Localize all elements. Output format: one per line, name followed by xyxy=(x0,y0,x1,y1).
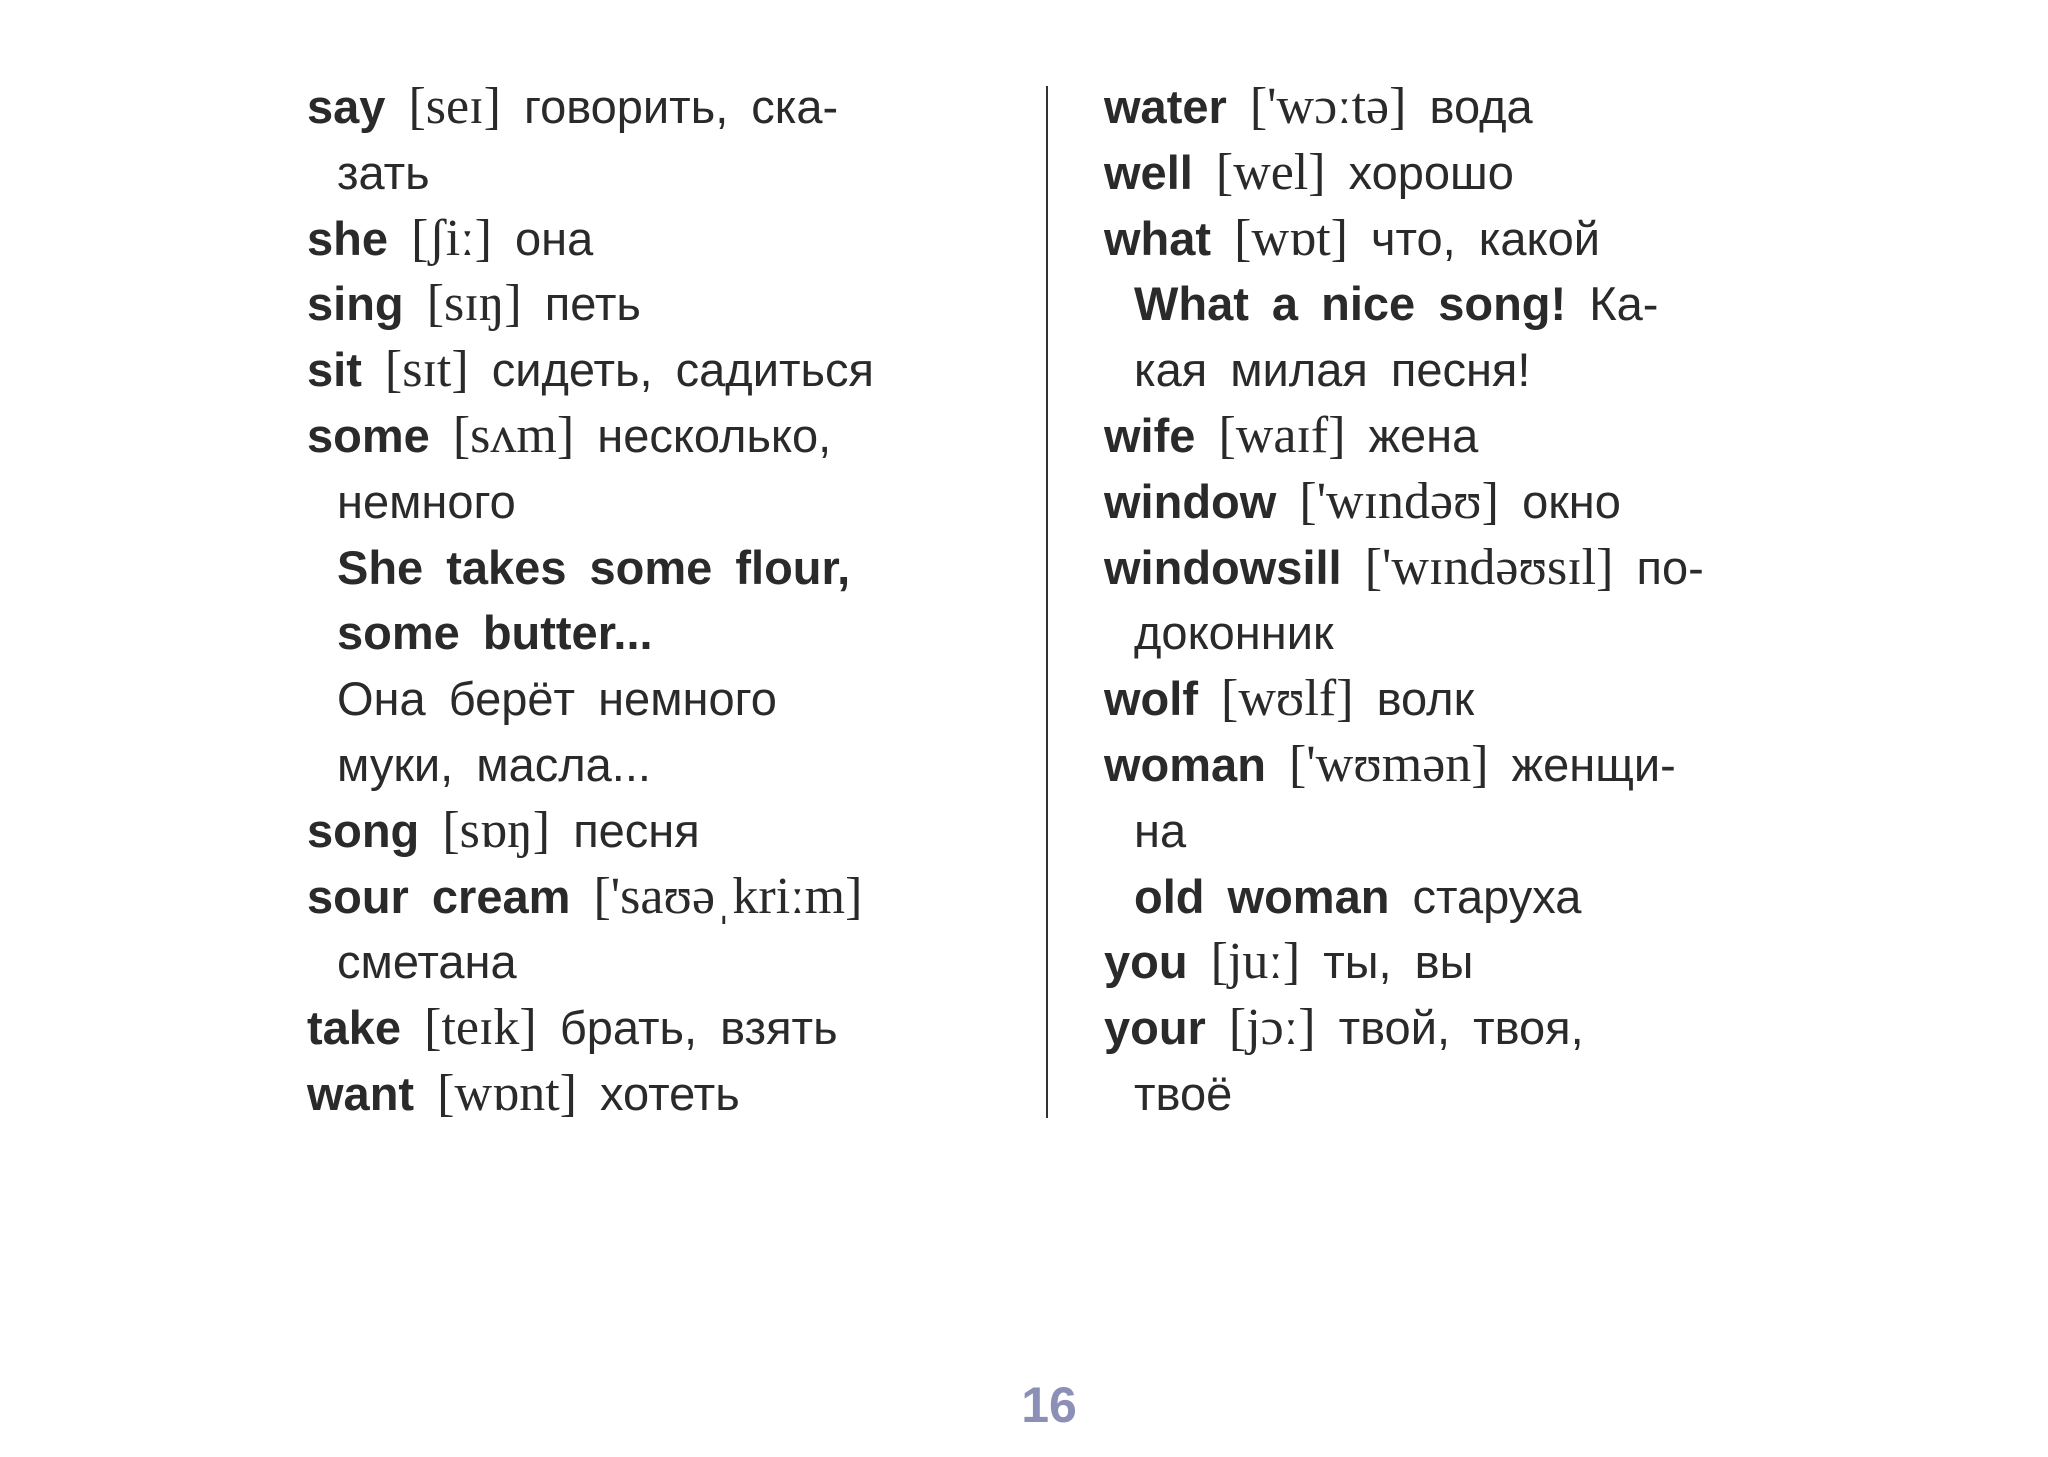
transcription: ['wɪndəʊ] xyxy=(1299,472,1499,530)
example-phrase xyxy=(307,600,1027,666)
transcription: [sɒŋ] xyxy=(442,801,551,859)
entry-continuation xyxy=(1104,600,1824,666)
dictionary-entry xyxy=(307,798,1027,864)
translation: говорить, ска- xyxy=(523,80,839,133)
headword: she xyxy=(307,211,388,265)
transcription: [jɔː] xyxy=(1228,999,1316,1057)
dictionary-entry xyxy=(307,206,1027,272)
example-phrase xyxy=(307,535,1027,601)
translation: сидеть, садиться xyxy=(491,343,874,397)
translation: она xyxy=(514,211,594,265)
entry-continuation xyxy=(1104,1061,1824,1127)
transcription: [wʊlf] xyxy=(1221,670,1354,728)
headword: your xyxy=(1104,1001,1206,1055)
transcription: [sɪŋ] xyxy=(426,275,522,333)
example-translation xyxy=(1104,337,1824,403)
transcription: [sʌm] xyxy=(452,406,575,464)
headword: take xyxy=(307,1001,402,1055)
headword: well xyxy=(1104,145,1193,199)
headword: woman xyxy=(1104,737,1266,791)
translation: вода xyxy=(1429,80,1533,133)
headword: sing xyxy=(307,277,404,331)
translation: брать, взять xyxy=(559,1001,838,1055)
example-text: She takes some flour, xyxy=(337,540,851,594)
right-column xyxy=(1104,74,1824,1127)
translation: твоё xyxy=(1134,1066,1233,1120)
transcription: [sɪt] xyxy=(384,341,469,399)
translation: сметана xyxy=(337,935,517,989)
translation: ты, вы xyxy=(1323,935,1474,989)
transcription: ['saʊəˌkriːm] xyxy=(593,867,863,925)
translation: на xyxy=(1134,803,1187,857)
example-phrase xyxy=(1104,864,1824,930)
transcription: [seɪ] xyxy=(408,78,501,135)
headword: sit xyxy=(307,343,362,397)
column-divider xyxy=(1046,86,1048,1118)
page-number: 16 xyxy=(1021,1377,1077,1433)
example-text: old woman xyxy=(1134,869,1390,923)
dictionary-entry xyxy=(1104,666,1824,732)
translation: старуха xyxy=(1412,869,1582,923)
dictionary-entry xyxy=(307,403,1027,469)
translation: твой, твоя, xyxy=(1338,1001,1584,1055)
translation: по- xyxy=(1636,540,1704,594)
transcription: [wɒnt] xyxy=(437,1064,577,1122)
dictionary-entry xyxy=(307,995,1027,1061)
translation: Ка- xyxy=(1589,277,1659,331)
example-translation xyxy=(307,666,1027,732)
example-text: What a nice song! xyxy=(1134,277,1567,331)
dictionary-entry xyxy=(1104,929,1824,995)
example-phrase xyxy=(1104,271,1824,337)
entry-continuation xyxy=(307,929,1027,995)
transcription: [ʃiː] xyxy=(411,209,492,267)
transcription: ['wʊmən] xyxy=(1288,735,1489,793)
translation: что, какой xyxy=(1371,211,1600,265)
dictionary-entry xyxy=(307,864,1027,930)
dictionary-entry xyxy=(1104,74,1824,140)
entry-continuation xyxy=(307,469,1027,535)
entry-continuation xyxy=(307,140,1027,206)
dictionary-entry xyxy=(1104,732,1824,798)
translation: волк xyxy=(1376,672,1475,726)
headword: what xyxy=(1104,211,1212,265)
dictionary-entry xyxy=(307,74,1027,140)
translation: жена xyxy=(1368,408,1479,462)
transcription: ['wɔːtə] xyxy=(1249,78,1407,135)
dictionary-entry xyxy=(1104,469,1824,535)
example-translation xyxy=(307,732,1027,798)
translation: хотеть xyxy=(600,1066,740,1120)
dictionary-entry xyxy=(1104,535,1824,601)
headword: windowsill xyxy=(1104,540,1342,594)
dictionary-entry xyxy=(307,1061,1027,1127)
headword: want xyxy=(307,1066,415,1120)
headword: water xyxy=(1104,80,1227,133)
headword: song xyxy=(307,803,420,857)
translation: Она берёт немного xyxy=(337,672,777,726)
translation: немного xyxy=(337,474,516,528)
translation: несколько, xyxy=(597,408,832,462)
translation: муки, масла... xyxy=(337,737,651,791)
dictionary-entry xyxy=(307,337,1027,403)
transcription: [waɪf] xyxy=(1218,406,1346,464)
dictionary-entry xyxy=(1104,403,1824,469)
dictionary-entry xyxy=(1104,995,1824,1061)
headword: wife xyxy=(1104,408,1196,462)
transcription: [wel] xyxy=(1215,143,1326,201)
translation: песня xyxy=(573,803,700,857)
headword: window xyxy=(1104,474,1277,528)
entry-continuation xyxy=(1104,798,1824,864)
transcription: [juː] xyxy=(1210,933,1301,991)
dictionary-entry xyxy=(1104,206,1824,272)
translation: окно xyxy=(1522,474,1621,528)
translation: кая милая песня! xyxy=(1134,343,1531,397)
transcription: ['wɪndəʊsɪl] xyxy=(1364,538,1614,596)
example-text: some butter... xyxy=(337,606,653,660)
translation: петь xyxy=(544,277,641,331)
headword: some xyxy=(307,408,430,462)
translation: доконник xyxy=(1134,606,1334,660)
dictionary-entry xyxy=(1104,140,1824,206)
translation: хорошо xyxy=(1348,145,1514,199)
left-column xyxy=(307,74,1027,1127)
translation: зать xyxy=(337,145,430,199)
transcription: [teɪk] xyxy=(424,999,537,1057)
headword: sour cream xyxy=(307,869,571,923)
transcription: [wɒt] xyxy=(1234,209,1348,267)
headword: say xyxy=(307,80,386,133)
headword: wolf xyxy=(1104,672,1198,726)
dictionary-entry xyxy=(307,271,1027,337)
headword: you xyxy=(1104,935,1188,989)
translation: женщи- xyxy=(1511,737,1676,791)
